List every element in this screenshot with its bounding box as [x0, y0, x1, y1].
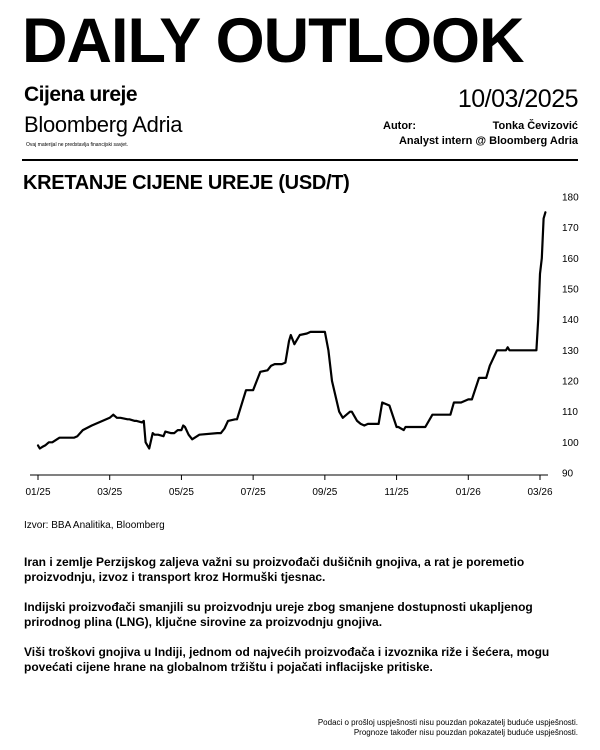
y-tick-label: 90 [562, 468, 574, 480]
y-tick-label: 180 [562, 192, 579, 204]
x-tick-label: 05/25 [168, 487, 194, 498]
chart-title: KRETANJE CIJENE UREJE (USD/T) [23, 172, 350, 194]
x-tick-label: 07/25 [240, 487, 266, 498]
header-divider [22, 159, 578, 161]
author-label: Autor: [383, 120, 416, 132]
y-tick-label: 130 [562, 345, 579, 357]
commentary-paragraph: Iran i zemlje Perzijskog zaljeva važni su proizvođači dušičnih gnojiva, a rat je poremetio proizvodnju, izvoz i transport kroz Hormuški tjesnac. [24, 555, 525, 584]
footnote-line: Prognoze također nisu pouzdan pokazatelj buduće uspješnosti. [353, 728, 578, 737]
y-tick-label: 140 [562, 315, 579, 327]
y-tick-label: 170 [562, 223, 579, 235]
x-tick-label: 09/25 [312, 487, 338, 498]
x-tick-label: 03/26 [527, 487, 553, 498]
x-tick-label: 01/26 [455, 487, 481, 498]
commentary-section [24, 555, 580, 690]
y-tick-label: 150 [562, 284, 579, 296]
chart-axes [25, 193, 579, 499]
author-role: Analyst intern @ Bloomberg Adria [398, 135, 578, 147]
x-tick-label: 03/25 [97, 487, 123, 498]
line-chart [0, 180, 600, 510]
commentary-paragraph: Indijski proizvođači smanjili su proizvodnju ureje zbog smanjene dostupnosti ukapljenog prirodnog plina (LNG), ključne sirovine za proizvodnju gnojiva. [24, 600, 533, 629]
series-line [38, 212, 545, 448]
x-tick-label: 01/25 [25, 487, 51, 498]
report-subtitle: Cijena ureje [24, 83, 138, 106]
y-tick-label: 110 [562, 407, 578, 419]
chart-plot-area [38, 212, 545, 448]
x-tick-label: 11/25 [384, 487, 409, 498]
report-date: 10/03/2025 [457, 85, 578, 113]
y-tick-label: 100 [562, 437, 579, 449]
y-tick-label: 160 [562, 253, 579, 265]
disclaimer-small: Ovaj materijal ne predstavlja financijski savjet. [26, 142, 128, 148]
chart-source: Izvor: BBA Analitika, Bloomberg [24, 520, 165, 531]
author-name: Tonka Čevizović [492, 120, 578, 132]
commentary-paragraph: Viši troškovi gnojiva u Indiji, jednom od najvećih proizvođača i izvoznika riže i šećera, mogu povećati cijene hrane na globalnom tržištu i pojačati inflacijske pritiske. [24, 645, 550, 674]
brand-name: Bloomberg Adria [24, 112, 183, 137]
footnote [318, 718, 578, 738]
y-tick-label: 120 [562, 376, 579, 388]
footnote-line: Podaci o prošloj uspješnosti nisu pouzdan pokazatelj buduće uspješnosti. [317, 718, 578, 727]
masthead-title: DAILY OUTLOOK [22, 6, 524, 76]
